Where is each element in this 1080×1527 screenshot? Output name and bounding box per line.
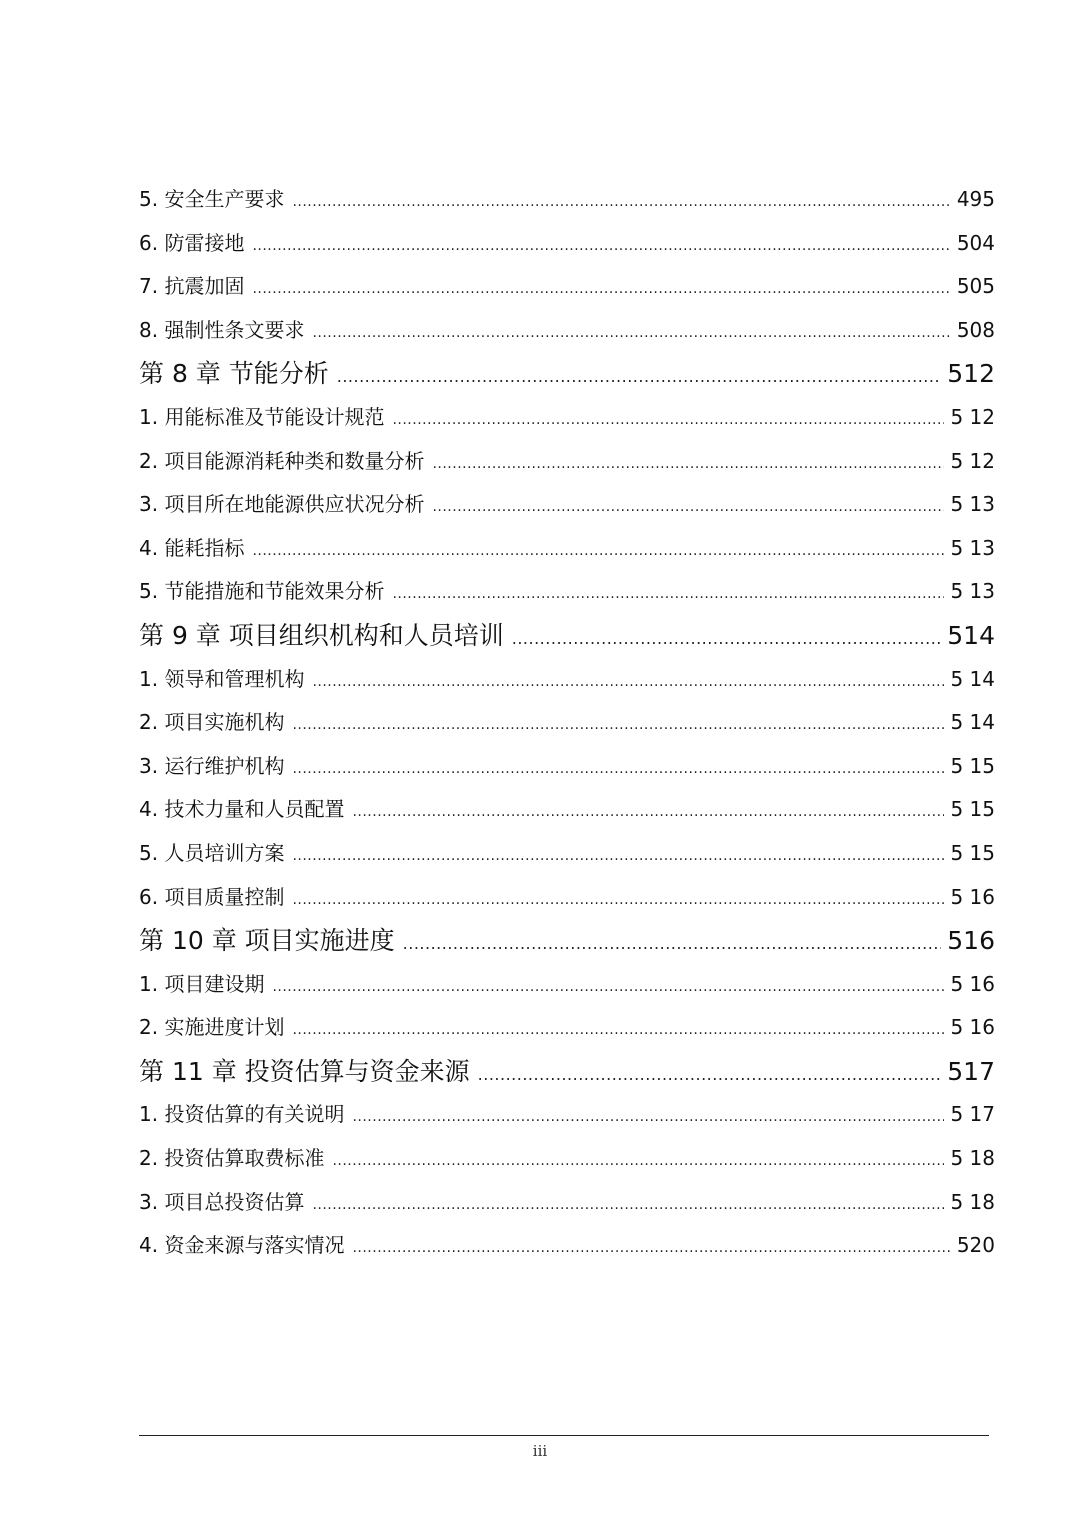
toc-leader-dots [312,312,950,356]
toc-chapter-title: 第 10 章 项目实施进度 [139,926,395,956]
toc-leader-dots [292,835,944,879]
toc-leader-dots [352,1096,944,1140]
toc-entry-title: 8. 强制性条文要求 [139,317,305,342]
toc-entry-title: 2. 项目实施机构 [139,710,285,735]
toc-leader-dots [352,791,944,835]
toc-leader-dots [432,443,944,487]
toc-entry[interactable] [139,876,995,920]
toc-chapter-entry[interactable] [139,352,995,396]
toc-entry-title: 2. 投资估算取费标准 [139,1146,325,1171]
toc-leader-dots [478,1053,942,1097]
toc-entry[interactable] [139,222,995,266]
toc-entry-page: 505 [956,274,995,299]
toc-leader-dots [392,399,944,443]
toc-entry-title: 6. 防雷接地 [139,230,245,255]
toc-entry-page: 5 18 [950,1189,995,1214]
toc-entry[interactable] [139,483,995,527]
toc-entry-title: 4. 技术力量和人员配置 [139,797,345,822]
toc-leader-dots [272,966,944,1010]
toc-entry[interactable] [139,1181,995,1225]
toc-leader-dots [332,1140,944,1184]
toc-entry-page: 5 12 [950,404,995,429]
toc-leader-dots [432,486,944,530]
toc-entry-title: 4. 资金来源与落实情况 [139,1233,345,1258]
toc-entry-page: 5 15 [950,797,995,822]
toc-entry-page: 5 17 [950,1102,995,1127]
toc-chapter-page: 514 [947,620,995,650]
toc-entry[interactable] [139,1224,995,1268]
toc-entry-page: 5 14 [950,710,995,735]
toc-entry-title: 1. 领导和管理机构 [139,666,305,691]
toc-entry-page: 5 15 [950,840,995,865]
toc-leader-dots [292,704,944,748]
toc-entry[interactable] [139,745,995,789]
toc-leader-dots [292,748,944,792]
toc-leader-dots [292,879,944,923]
toc-entry[interactable] [139,570,995,614]
toc-entry[interactable] [139,658,995,702]
toc-entry[interactable] [139,1006,995,1050]
table-of-contents [139,178,995,1268]
toc-entry[interactable] [139,701,995,745]
toc-entry-page: 5 16 [950,971,995,996]
toc-leader-dots [312,1184,944,1228]
toc-entry-title: 4. 能耗指标 [139,535,245,560]
toc-chapter-title: 第 11 章 投资估算与资金来源 [139,1056,470,1086]
toc-entry-title: 3. 项目所在地能源供应状况分析 [139,492,425,517]
toc-entry-title: 5. 安全生产要求 [139,187,285,211]
toc-entry-page: 5 14 [950,666,995,691]
toc-leader-dots [252,268,950,312]
toc-entry-page: 5 15 [950,753,995,778]
toc-entry[interactable] [139,527,995,571]
toc-entry-page: 5 16 [950,884,995,909]
toc-entry-page: 520 [956,1233,995,1258]
toc-entry[interactable] [139,178,995,222]
toc-entry-title: 5. 节能措施和节能效果分析 [139,579,385,604]
toc-chapter-page: 517 [947,1056,995,1086]
toc-chapter-entry[interactable] [139,919,995,963]
toc-entry-title: 5. 人员培训方案 [139,840,285,865]
toc-entry-title: 1. 投资估算的有关说明 [139,1102,345,1127]
toc-entry[interactable] [139,1093,995,1137]
toc-leader-dots [252,530,944,574]
footer-divider [139,1435,989,1436]
toc-entry[interactable] [139,1137,995,1181]
toc-entry-title: 1. 用能标准及节能设计规范 [139,404,385,429]
toc-entry-page: 5 13 [950,492,995,517]
toc-leader-dots [292,1009,944,1053]
toc-entry-page: 504 [956,230,995,255]
toc-leader-dots [403,922,942,966]
toc-leader-dots [392,573,944,617]
toc-chapter-entry[interactable] [139,614,995,658]
toc-leader-dots [352,1227,950,1271]
toc-entry[interactable] [139,832,995,876]
toc-leader-dots [312,661,944,705]
toc-chapter-title: 第 8 章 节能分析 [139,359,329,389]
toc-entry-title: 2. 项目能源消耗种类和数量分析 [139,448,425,473]
toc-entry-title: 3. 项目总投资估算 [139,1189,305,1214]
page-number: iii [532,1442,548,1460]
toc-entry-title: 3. 运行维护机构 [139,753,285,778]
toc-entry-title: 6. 项目质量控制 [139,884,285,909]
toc-entry-title: 1. 项目建设期 [139,971,265,996]
toc-entry-page: 508 [956,317,995,342]
toc-chapter-page: 516 [947,926,995,956]
toc-chapter-title: 第 9 章 项目组织机构和人员培训 [139,620,504,650]
toc-leader-dots [337,355,942,399]
toc-leader-dots [252,225,950,269]
toc-leader-dots [512,617,942,661]
toc-entry[interactable] [139,440,995,484]
toc-entry[interactable] [139,788,995,832]
toc-entry[interactable] [139,396,995,440]
toc-entry-page: 5 12 [950,448,995,473]
toc-entry-page: 5 13 [950,579,995,604]
toc-entry[interactable] [139,265,995,309]
toc-entry[interactable] [139,309,995,353]
toc-entry-page: 495 [956,187,995,211]
toc-chapter-entry[interactable] [139,1050,995,1094]
toc-entry[interactable] [139,963,995,1007]
toc-entry-page: 5 18 [950,1146,995,1171]
toc-leader-dots [292,181,950,225]
toc-entry-title: 7. 抗震加固 [139,274,245,299]
toc-entry-title: 2. 实施进度计划 [139,1015,285,1040]
toc-chapter-page: 512 [947,359,995,389]
toc-entry-page: 5 13 [950,535,995,560]
toc-entry-page: 5 16 [950,1015,995,1040]
